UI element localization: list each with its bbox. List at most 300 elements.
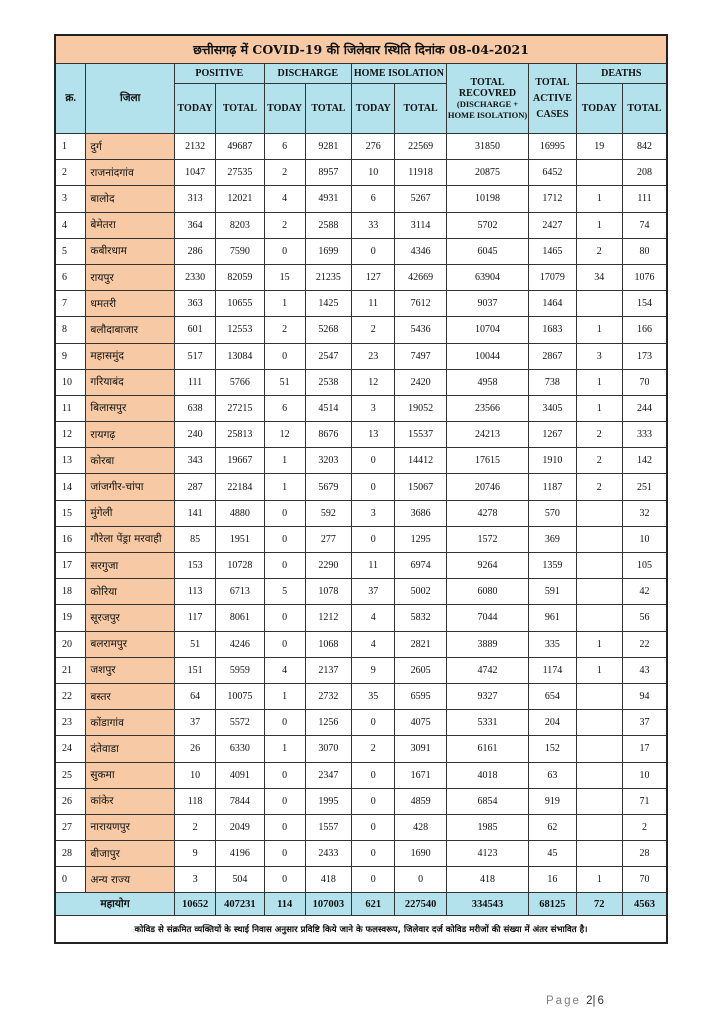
row-hi-total: 11918 — [395, 160, 447, 186]
row-district: बिलासपुर — [86, 395, 175, 421]
row-sn: 4 — [55, 212, 86, 238]
row-active: 570 — [529, 500, 576, 526]
row-pos-today: 2 — [174, 814, 215, 840]
header-total-recovered — [446, 64, 528, 134]
row-death-total: 142 — [622, 448, 667, 474]
row-hi-today: 127 — [352, 264, 395, 290]
row-hi-today: 33 — [352, 212, 395, 238]
row-hi-total: 5002 — [395, 579, 447, 605]
row-recovered: 10044 — [446, 343, 528, 369]
row-death-today — [576, 526, 622, 552]
row-district: सूरजपुर — [86, 605, 175, 631]
header-total-recovered-line1: TOTAL — [470, 76, 505, 88]
table-row — [55, 579, 667, 605]
row-death-total: 111 — [622, 186, 667, 212]
table-row — [55, 212, 667, 238]
row-death-total: 10 — [622, 762, 667, 788]
row-death-today — [576, 814, 622, 840]
row-dis-total: 2732 — [305, 683, 351, 709]
header-deaths-today: TODAY — [576, 84, 622, 134]
row-hi-today: 0 — [352, 710, 395, 736]
row-dis-total: 1995 — [305, 788, 351, 814]
row-dis-today: 4 — [264, 657, 305, 683]
row-pos-total: 13084 — [216, 343, 264, 369]
row-death-today: 1 — [576, 369, 622, 395]
row-dis-total: 1256 — [305, 710, 351, 736]
row-death-total: 74 — [622, 212, 667, 238]
row-pos-today: 1047 — [174, 160, 215, 186]
row-sn: 26 — [55, 788, 86, 814]
row-death-total: 105 — [622, 553, 667, 579]
header-total-recovered-line3: (DISCHARGE + — [456, 98, 519, 109]
row-hi-total: 19052 — [395, 395, 447, 421]
row-hi-total: 3114 — [395, 212, 447, 238]
row-death-total: 842 — [622, 134, 667, 160]
row-active: 63 — [529, 762, 576, 788]
row-death-today: 19 — [576, 134, 622, 160]
row-dis-total: 5679 — [305, 474, 351, 500]
row-sn: 11 — [55, 395, 86, 421]
table-row — [55, 762, 667, 788]
row-district: बालोद — [86, 186, 175, 212]
row-recovered: 23566 — [446, 395, 528, 421]
row-district: कोरिया — [86, 579, 175, 605]
row-district: बलौदाबाजार — [86, 317, 175, 343]
row-dis-today: 0 — [264, 788, 305, 814]
row-hi-total: 15067 — [395, 474, 447, 500]
table-row — [55, 657, 667, 683]
totals-row — [55, 893, 667, 916]
table-row — [55, 238, 667, 264]
row-pos-today: 85 — [174, 526, 215, 552]
row-hi-total: 4346 — [395, 238, 447, 264]
page-current: 2 — [586, 995, 593, 1007]
row-death-today — [576, 841, 622, 867]
row-sn: 16 — [55, 526, 86, 552]
row-death-total: 1076 — [622, 264, 667, 290]
row-active: 961 — [529, 605, 576, 631]
row-hi-total: 2605 — [395, 657, 447, 683]
row-sn: 25 — [55, 762, 86, 788]
row-recovered: 20746 — [446, 474, 528, 500]
row-dis-today: 4 — [264, 186, 305, 212]
row-pos-total: 22184 — [216, 474, 264, 500]
row-hi-today: 2 — [352, 317, 395, 343]
row-pos-total: 12021 — [216, 186, 264, 212]
row-hi-total: 5436 — [395, 317, 447, 343]
row-hi-today: 35 — [352, 683, 395, 709]
row-dis-today: 0 — [264, 238, 305, 264]
row-pos-total: 49687 — [216, 134, 264, 160]
row-active: 1187 — [529, 474, 576, 500]
row-recovered: 6080 — [446, 579, 528, 605]
table-row — [55, 500, 667, 526]
table-row — [55, 369, 667, 395]
row-sn: 0 — [55, 867, 86, 893]
row-hi-today: 0 — [352, 788, 395, 814]
row-district: बीजापुर — [86, 841, 175, 867]
row-pos-total: 4091 — [216, 762, 264, 788]
row-pos-today: 51 — [174, 631, 215, 657]
row-pos-today: 601 — [174, 317, 215, 343]
row-dis-today: 0 — [264, 553, 305, 579]
row-active: 2427 — [529, 212, 576, 238]
row-death-total: 10 — [622, 526, 667, 552]
row-death-total: 70 — [622, 369, 667, 395]
table-body — [55, 134, 667, 893]
row-district: सरगुजा — [86, 553, 175, 579]
row-hi-today: 37 — [352, 579, 395, 605]
table-row — [55, 291, 667, 317]
row-death-today: 2 — [576, 238, 622, 264]
row-hi-today: 3 — [352, 500, 395, 526]
totals-recovered: 334543 — [446, 893, 528, 916]
row-death-today: 2 — [576, 448, 622, 474]
row-hi-today: 6 — [352, 186, 395, 212]
row-active: 1464 — [529, 291, 576, 317]
row-pos-today: 10 — [174, 762, 215, 788]
row-death-total: 2 — [622, 814, 667, 840]
row-hi-total: 22569 — [395, 134, 447, 160]
row-death-today — [576, 500, 622, 526]
row-death-total: 42 — [622, 579, 667, 605]
row-dis-total: 2290 — [305, 553, 351, 579]
header-deaths: DEATHS — [576, 64, 667, 84]
row-hi-total: 6974 — [395, 553, 447, 579]
row-hi-today: 0 — [352, 238, 395, 264]
table-row — [55, 160, 667, 186]
row-active: 2867 — [529, 343, 576, 369]
row-district: अन्य राज्य — [86, 867, 175, 893]
row-sn: 20 — [55, 631, 86, 657]
row-hi-total: 6595 — [395, 683, 447, 709]
row-district: जांजगीर-चांपा — [86, 474, 175, 500]
row-death-today: 1 — [576, 395, 622, 421]
row-death-total: 28 — [622, 841, 667, 867]
row-district: गरियाबंद — [86, 369, 175, 395]
row-pos-today: 363 — [174, 291, 215, 317]
row-dis-total: 2433 — [305, 841, 351, 867]
row-hi-total: 14412 — [395, 448, 447, 474]
row-death-today — [576, 683, 622, 709]
row-hi-today: 0 — [352, 474, 395, 500]
totals-label: महायोग — [55, 893, 174, 916]
row-active: 16 — [529, 867, 576, 893]
row-dis-today: 1 — [264, 448, 305, 474]
row-district: नारायणपुर — [86, 814, 175, 840]
row-death-today — [576, 710, 622, 736]
totals-hi-total: 227540 — [395, 893, 447, 916]
row-dis-today: 1 — [264, 291, 305, 317]
table-row — [55, 605, 667, 631]
row-dis-today: 0 — [264, 605, 305, 631]
row-hi-total: 428 — [395, 814, 447, 840]
row-recovered: 7044 — [446, 605, 528, 631]
header-discharge-today: TODAY — [264, 84, 305, 134]
row-dis-today: 51 — [264, 369, 305, 395]
row-dis-total: 2137 — [305, 657, 351, 683]
row-dis-today: 0 — [264, 762, 305, 788]
row-death-total: 22 — [622, 631, 667, 657]
row-recovered: 20875 — [446, 160, 528, 186]
row-death-today — [576, 736, 622, 762]
row-hi-total: 2420 — [395, 369, 447, 395]
header-total-active-line2: ACTIVE — [532, 92, 572, 104]
row-dis-today: 5 — [264, 579, 305, 605]
row-active: 62 — [529, 814, 576, 840]
row-recovered: 6045 — [446, 238, 528, 264]
table-row — [55, 814, 667, 840]
row-active: 204 — [529, 710, 576, 736]
row-pos-today: 151 — [174, 657, 215, 683]
row-dis-today: 1 — [264, 474, 305, 500]
row-pos-today: 313 — [174, 186, 215, 212]
row-dis-total: 592 — [305, 500, 351, 526]
row-dis-total: 1078 — [305, 579, 351, 605]
row-active: 369 — [529, 526, 576, 552]
row-death-total: 333 — [622, 422, 667, 448]
row-sn: 17 — [55, 553, 86, 579]
totals-death-total: 4563 — [622, 893, 667, 916]
row-recovered: 4123 — [446, 841, 528, 867]
header-positive-today: TODAY — [174, 84, 215, 134]
row-sn: 19 — [55, 605, 86, 631]
row-hi-today: 23 — [352, 343, 395, 369]
row-death-today: 1 — [576, 317, 622, 343]
row-dis-today: 12 — [264, 422, 305, 448]
row-dis-today: 0 — [264, 500, 305, 526]
row-hi-today: 0 — [352, 867, 395, 893]
row-hi-total: 3686 — [395, 500, 447, 526]
totals-dis-total: 107003 — [305, 893, 351, 916]
row-active: 16995 — [529, 134, 576, 160]
row-dis-today: 6 — [264, 395, 305, 421]
row-death-total: 251 — [622, 474, 667, 500]
row-death-total: 43 — [622, 657, 667, 683]
row-death-total: 244 — [622, 395, 667, 421]
row-district: रायगढ़ — [86, 422, 175, 448]
totals-death-today: 72 — [576, 893, 622, 916]
row-death-today: 2 — [576, 474, 622, 500]
table-row — [55, 788, 667, 814]
row-sn: 10 — [55, 369, 86, 395]
row-hi-today: 0 — [352, 526, 395, 552]
row-death-total: 80 — [622, 238, 667, 264]
row-hi-total: 1690 — [395, 841, 447, 867]
row-active: 1910 — [529, 448, 576, 474]
row-sn: 24 — [55, 736, 86, 762]
row-death-total: 17 — [622, 736, 667, 762]
row-pos-total: 5959 — [216, 657, 264, 683]
table-row — [55, 474, 667, 500]
row-hi-today: 3 — [352, 395, 395, 421]
row-district: जशपुर — [86, 657, 175, 683]
row-pos-total: 6713 — [216, 579, 264, 605]
row-hi-today: 2 — [352, 736, 395, 762]
row-recovered: 3889 — [446, 631, 528, 657]
row-active: 1267 — [529, 422, 576, 448]
row-pos-total: 7844 — [216, 788, 264, 814]
row-death-total: 154 — [622, 291, 667, 317]
row-hi-total: 5267 — [395, 186, 447, 212]
row-dis-total: 277 — [305, 526, 351, 552]
row-recovered: 4958 — [446, 369, 528, 395]
footnote: कोविड से संक्रमित व्यक्तियों के स्थाई निवास अनुसार प्रविष्टि किये जाने के फलस्वरूप, जिलेवार दर्ज कोविड मरीजों की संख्या में अंतर संभावित है। — [55, 916, 667, 944]
row-recovered: 4742 — [446, 657, 528, 683]
row-active: 1465 — [529, 238, 576, 264]
row-district: कबीरधाम — [86, 238, 175, 264]
table-row — [55, 134, 667, 160]
row-death-total: 70 — [622, 867, 667, 893]
totals-pos-today: 10652 — [174, 893, 215, 916]
row-hi-today: 10 — [352, 160, 395, 186]
row-death-today: 3 — [576, 343, 622, 369]
row-sn: 23 — [55, 710, 86, 736]
row-hi-today: 4 — [352, 605, 395, 631]
row-dis-total: 1699 — [305, 238, 351, 264]
row-hi-total: 5832 — [395, 605, 447, 631]
row-district: बेमेतरा — [86, 212, 175, 238]
row-district: धमतरी — [86, 291, 175, 317]
row-dis-today: 0 — [264, 841, 305, 867]
row-recovered: 31850 — [446, 134, 528, 160]
row-active: 738 — [529, 369, 576, 395]
table-title: छत्तीसगढ़ में COVID-19 की जिलेवार स्थिति दिनांक 08-04-2021 — [55, 35, 667, 64]
row-pos-today: 2330 — [174, 264, 215, 290]
row-pos-total: 2049 — [216, 814, 264, 840]
row-pos-today: 111 — [174, 369, 215, 395]
row-pos-today: 37 — [174, 710, 215, 736]
row-recovered: 6854 — [446, 788, 528, 814]
row-recovered: 4278 — [446, 500, 528, 526]
row-recovered: 4018 — [446, 762, 528, 788]
row-sn: 28 — [55, 841, 86, 867]
header-positive-total: TOTAL — [216, 84, 264, 134]
row-dis-today: 1 — [264, 683, 305, 709]
row-pos-total: 12553 — [216, 317, 264, 343]
row-pos-total: 82059 — [216, 264, 264, 290]
row-active: 919 — [529, 788, 576, 814]
table-row — [55, 736, 667, 762]
row-district: कोंडागांव — [86, 710, 175, 736]
row-sn: 18 — [55, 579, 86, 605]
row-active: 591 — [529, 579, 576, 605]
row-death-today — [576, 291, 622, 317]
row-district: बलरामपुर — [86, 631, 175, 657]
row-pos-today: 117 — [174, 605, 215, 631]
row-pos-today: 517 — [174, 343, 215, 369]
row-sn: 6 — [55, 264, 86, 290]
row-hi-today: 0 — [352, 762, 395, 788]
row-hi-total: 3091 — [395, 736, 447, 762]
row-sn: 2 — [55, 160, 86, 186]
row-dis-total: 4931 — [305, 186, 351, 212]
row-sn: 9 — [55, 343, 86, 369]
row-active: 654 — [529, 683, 576, 709]
row-hi-today: 11 — [352, 553, 395, 579]
row-hi-today: 0 — [352, 814, 395, 840]
row-recovered: 9264 — [446, 553, 528, 579]
row-hi-today: 13 — [352, 422, 395, 448]
row-sn: 21 — [55, 657, 86, 683]
row-pos-today: 141 — [174, 500, 215, 526]
page-separator: | — [592, 995, 598, 1007]
row-sn: 8 — [55, 317, 86, 343]
row-sn: 12 — [55, 422, 86, 448]
row-pos-today: 153 — [174, 553, 215, 579]
row-pos-today: 286 — [174, 238, 215, 264]
covid-district-table — [54, 34, 668, 944]
table-row — [55, 422, 667, 448]
row-hi-total: 15537 — [395, 422, 447, 448]
table-row — [55, 186, 667, 212]
row-dis-total: 8676 — [305, 422, 351, 448]
row-hi-today: 0 — [352, 841, 395, 867]
row-hi-total: 7497 — [395, 343, 447, 369]
row-death-total: 71 — [622, 788, 667, 814]
table-row — [55, 553, 667, 579]
header-district: जिला — [86, 64, 175, 134]
row-recovered: 418 — [446, 867, 528, 893]
row-pos-today: 64 — [174, 683, 215, 709]
row-pos-total: 5766 — [216, 369, 264, 395]
row-hi-today: 11 — [352, 291, 395, 317]
row-pos-today: 113 — [174, 579, 215, 605]
row-death-today — [576, 160, 622, 186]
row-hi-total: 2821 — [395, 631, 447, 657]
table-row — [55, 395, 667, 421]
row-sn: 7 — [55, 291, 86, 317]
row-district: महासमुंद — [86, 343, 175, 369]
row-active: 1683 — [529, 317, 576, 343]
row-recovered: 9327 — [446, 683, 528, 709]
row-dis-total: 2588 — [305, 212, 351, 238]
row-active: 17079 — [529, 264, 576, 290]
row-recovered: 63904 — [446, 264, 528, 290]
row-dis-total: 4514 — [305, 395, 351, 421]
row-death-today: 1 — [576, 186, 622, 212]
table-row — [55, 710, 667, 736]
row-death-total: 173 — [622, 343, 667, 369]
row-dis-total: 5268 — [305, 317, 351, 343]
header-hi-today: TODAY — [352, 84, 395, 134]
row-hi-total: 1671 — [395, 762, 447, 788]
row-pos-today: 118 — [174, 788, 215, 814]
header-total-active-line1: TOTAL — [535, 76, 570, 88]
row-pos-today: 287 — [174, 474, 215, 500]
row-dis-today: 2 — [264, 160, 305, 186]
row-pos-total: 5572 — [216, 710, 264, 736]
row-sn: 14 — [55, 474, 86, 500]
row-sn: 22 — [55, 683, 86, 709]
header-deaths-total: TOTAL — [622, 84, 667, 134]
row-district: गौरेला पेंड्रा मरवाही — [86, 526, 175, 552]
row-pos-today: 638 — [174, 395, 215, 421]
row-pos-total: 10075 — [216, 683, 264, 709]
row-pos-total: 6330 — [216, 736, 264, 762]
row-death-today: 1 — [576, 631, 622, 657]
row-active: 6452 — [529, 160, 576, 186]
row-recovered: 10198 — [446, 186, 528, 212]
row-dis-total: 9281 — [305, 134, 351, 160]
page-number — [546, 995, 604, 1007]
row-hi-total: 4075 — [395, 710, 447, 736]
row-pos-total: 10728 — [216, 553, 264, 579]
row-district: कोरबा — [86, 448, 175, 474]
row-hi-total: 7612 — [395, 291, 447, 317]
row-dis-total: 1557 — [305, 814, 351, 840]
row-hi-today: 276 — [352, 134, 395, 160]
